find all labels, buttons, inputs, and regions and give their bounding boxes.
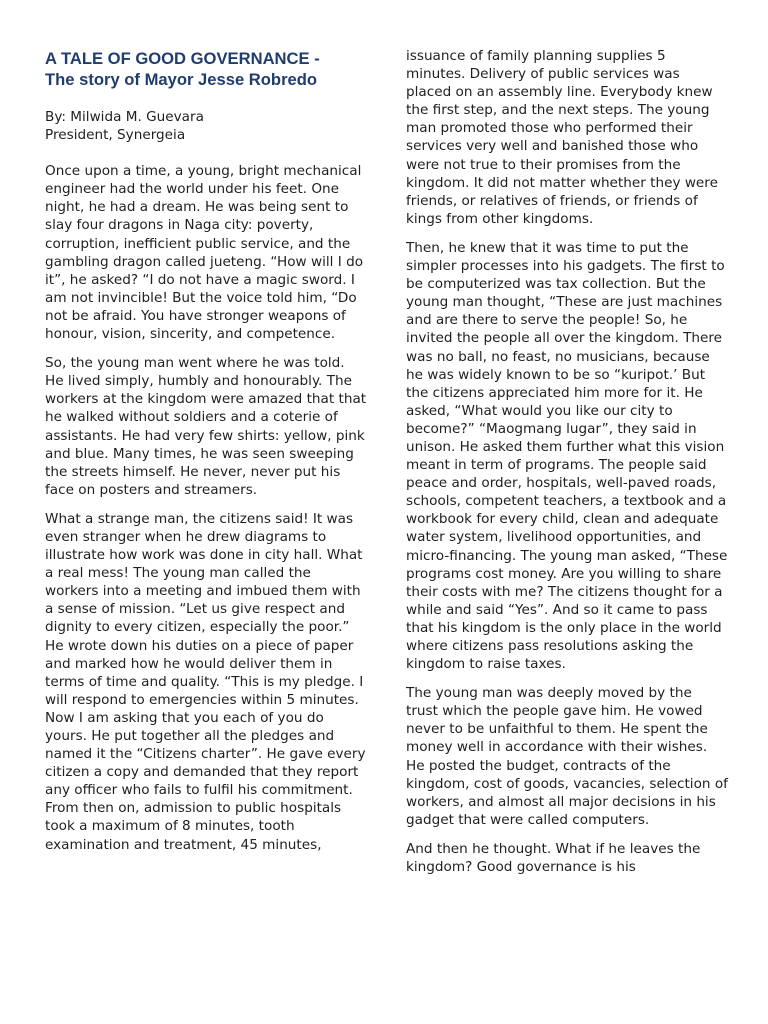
author-name: By: Milwida M. Guevara [45,109,204,125]
author-role: President, Synergeia [45,127,186,144]
article-title [45,49,367,90]
paragraph: Then, he knew that it was time to put the simpler processes into his gadgets. The first to be computerized was tax collection. But the young man thought, “These are just machines and are there to serve the people! So, he invited the people all over the kingdom. There was no ball, no feast, no musicians, because he was widely known to be so “kuripot.’ But the citizens appreciated him more for it. He asked, “What would you like our city to become?” “Maogmang lugar”, they said in unison. He asked them further what this vision meant in term of programs. The people said peace and order, hospitals, well-paved roads, schools, competent teachers, a textbook and a workbook for every child, clean and adequate water system, livelihood opportunities, and micro-financing. The young man asked, “These programs cost money. Are you willing to share their costs with me? The citizens thought for a while and said “Yes”. And so it came to pass that his kingdom is the only place in the world where citizens pass resolutions asking the kingdom to raise taxes. [406,239,728,673]
paragraph: issuance of family planning supplies 5 minutes. Delivery of public services was placed on an assembly line. Everybody knew the first step, and the next steps. The young man promoted those who performed their services very well and banished those who were not true to their promises from the kingdom. It did not matter whether they were friends, or relatives of friends, or friends of kings from other kingdoms. [406,48,718,227]
paragraph: What a strange man, the citizens said! It was even stranger when he drew diagrams to illustrate how work was done in city hall. What a real mess! The young man called the workers into a meeting and imbued them with a sense of mission. “Let us give respect and dignity to every citizen, especially the poor.” He wrote down his duties on a piece of paper and marked how he would deliver them in terms of time and quality. “This is my pledge. I will respond to emergencies within 5 minutes. Now I am asking that you each of you do yours. He put together all the pledges and named it the “Citizens charter”. He gave every citizen a copy and demanded that they report any officer who fails to fulfil his commitment. From then on, admission to public hospitals took a maximum of 8 minutes, tooth examination and treatment, 45 minutes, [45,510,366,853]
title-line-2: The story of Mayor Jesse Robredo [45,69,318,89]
paragraph: Once upon a time, a young, bright mechanical engineer had the world under his feet. One night, he had a dream. He was being sent to slay four dragons in Naga city: poverty, corruption, inefficient public service, and the gambling dragon called jueteng. “How will I do it”, he asked? “I do not have a magic sword. I am not invincible! But the voice told him, “Do not be afraid. You have stronger weapons of honour, vision, sincerity, and competence. [45,163,364,343]
right-column [406,47,728,887]
byline [45,108,367,144]
left-column [45,49,367,865]
paragraph: So, the young man went where he was told. He lived simply, humbly and honourably. The workers at the kingdom were amazed that that he walked without soldiers and a coterie of assistants. He had very few shirts: yellow, pink and blue. Many times, he was seen sweeping the streets himself. He never, never put his face on posters and streamers. [45,355,367,498]
paragraph: The young man was deeply moved by the trust which the people gave him. He vowed never to be unfaithful to them. He spent the money well in accordance with their wishes. He posted the budget, contracts of the kingdom, cost of goods, vacancies, selection of workers, and almost all major decisions in his gadget that were called computers. [406,685,728,828]
title-line-1: A TALE OF GOOD GOVERNANCE - [45,49,320,68]
paragraph: And then he thought. What if he leaves the kingdom? Good governance is his [406,840,701,876]
